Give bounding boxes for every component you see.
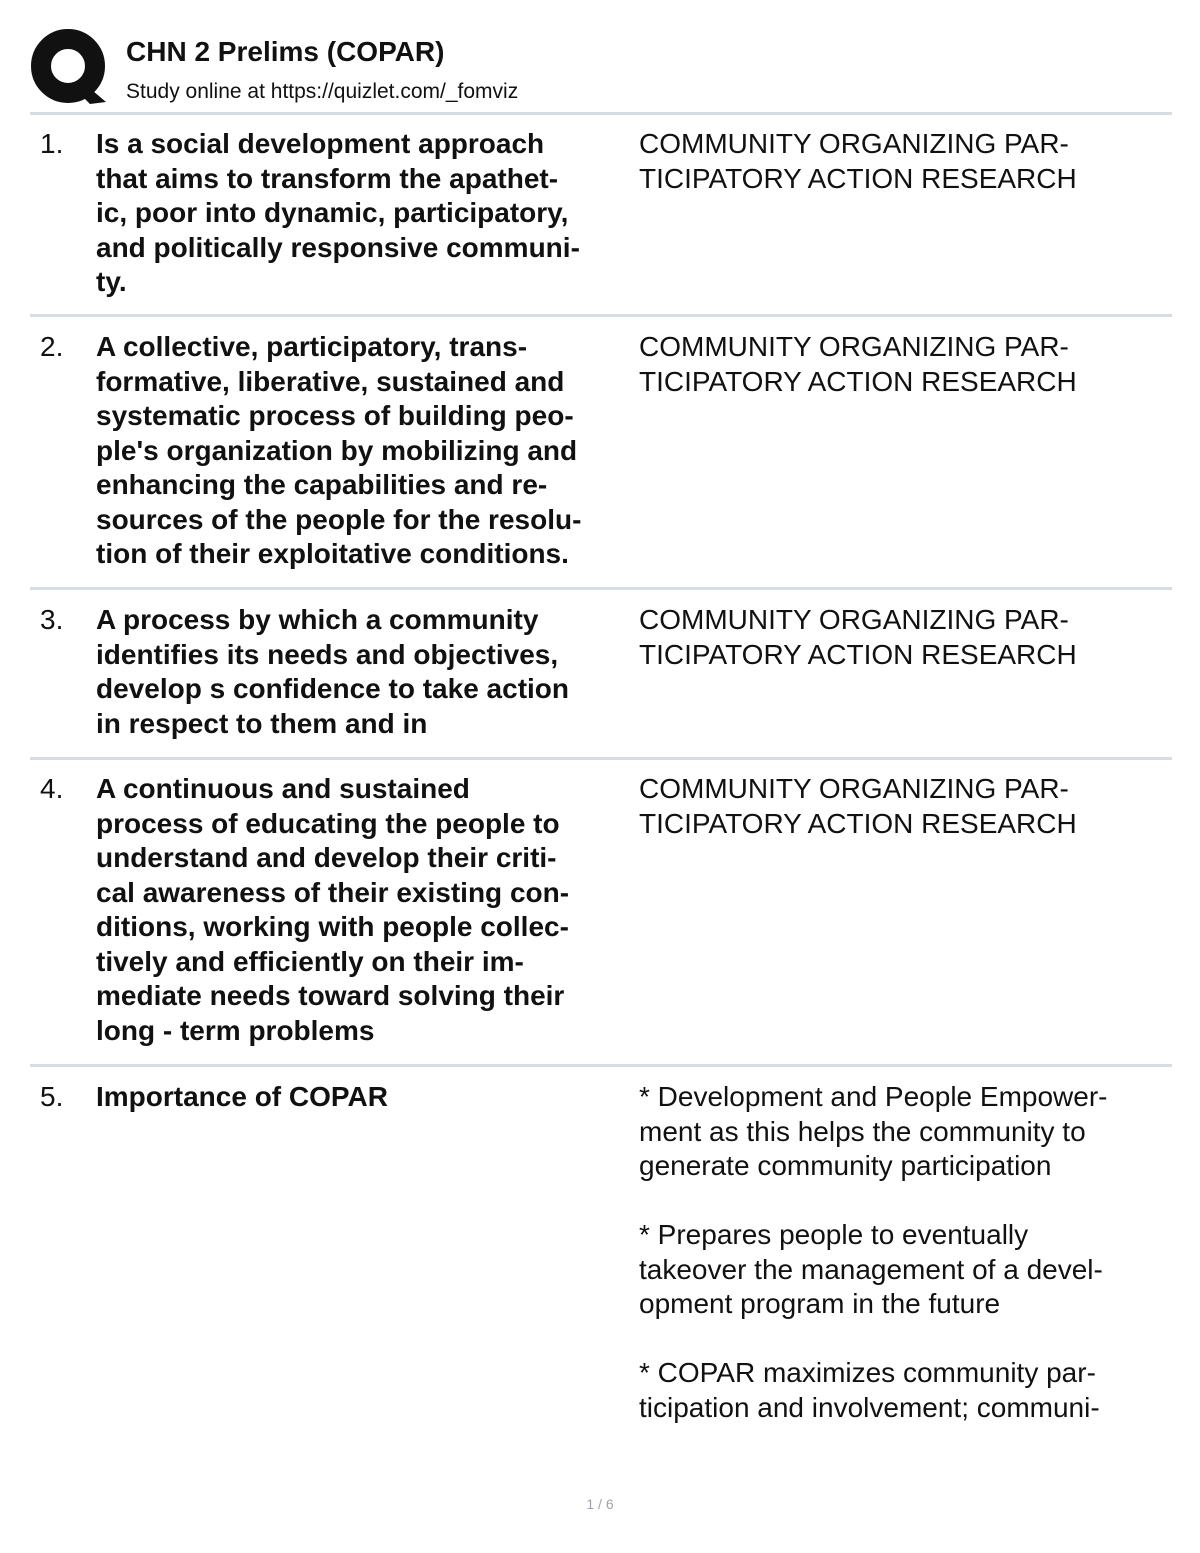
term-line: Is a social development approach: [96, 128, 545, 159]
term-line: formative, liberative, sustained and: [96, 365, 565, 397]
page-indicator: 1 / 6: [586, 1496, 614, 1512]
definition-line: * Development and People Empower-: [639, 1081, 1108, 1112]
definition-paragraph: [639, 1356, 1169, 1425]
definition-paragraph: [639, 1080, 1169, 1184]
term-line: cal awareness of their existing con-: [96, 876, 570, 908]
definition-line: ment as this helps the community to: [639, 1115, 1086, 1147]
term-line: ic, poor into dynamic, participatory,: [96, 197, 569, 228]
card-term: [96, 1080, 641, 1115]
definition-line: COMMUNITY ORGANIZING PAR-: [639, 604, 1069, 635]
quizlet-q-logo-icon: [30, 28, 108, 106]
term-line: and politically responsive communi-: [96, 231, 580, 263]
divider: [30, 314, 1172, 317]
term-line: process of educating the people to: [96, 807, 560, 839]
divider: [30, 112, 1172, 115]
definition-line: * COPAR maximizes community par-: [639, 1357, 1096, 1388]
definition-line: COMMUNITY ORGANIZING PAR-: [639, 773, 1069, 804]
page-header: [30, 28, 1172, 112]
definition-line: ticipation and involvement; communi-: [639, 1391, 1100, 1423]
card-term: [96, 603, 641, 741]
term-line: Importance of COPAR: [96, 1081, 388, 1112]
term-line: A process by which a community: [96, 604, 539, 635]
study-online-link-text: Study online at https://quizlet.com/_fomviz: [126, 80, 519, 103]
definition-line: COMMUNITY ORGANIZING PAR-: [639, 331, 1069, 362]
card-number: 3.: [40, 604, 64, 635]
definition-line: COMMUNITY ORGANIZING PAR-: [639, 128, 1069, 159]
definition-line: TICIPATORY ACTION RESEARCH: [639, 638, 1077, 670]
definition-line: TICIPATORY ACTION RESEARCH: [639, 807, 1077, 839]
term-line: develop s confidence to take action: [96, 673, 570, 704]
term-line: tively and efficiently on their im-: [96, 945, 524, 977]
term-line: in respect to them and in: [96, 707, 428, 739]
divider: [30, 757, 1172, 760]
term-line: systematic process of building peo-: [96, 400, 574, 431]
definition-line: TICIPATORY ACTION RESEARCH: [639, 162, 1077, 194]
definition-paragraph: [639, 1218, 1169, 1322]
divider: [30, 587, 1172, 590]
term-line: long - term problems: [96, 1014, 375, 1046]
term-line: sources of the people for the resolu-: [96, 503, 582, 535]
card-definition: [639, 127, 1169, 196]
card-number: 5.: [40, 1081, 64, 1112]
term-line: understand and develop their criti-: [96, 842, 557, 873]
definition-line: takeover the management of a devel-: [639, 1253, 1103, 1285]
card-number: 1.: [40, 128, 64, 159]
term-line: ty.: [96, 266, 127, 297]
definition-line: opment program in the future: [639, 1288, 1001, 1319]
page-title: CHN 2 Prelims (COPAR): [126, 36, 445, 67]
definition-line: generate community participation: [639, 1150, 1052, 1181]
card-number: 2.: [40, 331, 64, 362]
term-line: identifies its needs and objectives,: [96, 638, 559, 670]
divider: [30, 1064, 1172, 1067]
definition-line: * Prepares people to eventually: [639, 1219, 1029, 1250]
card-definition: [639, 330, 1169, 399]
card-number: 4.: [40, 773, 64, 804]
card-definition: [639, 772, 1169, 841]
card-term: [96, 772, 641, 1048]
term-line: that aims to transform the apathet-: [96, 162, 559, 194]
card-term: [96, 330, 641, 572]
term-line: enhancing the capabilities and re-: [96, 469, 548, 500]
card-definition: [639, 603, 1169, 672]
card-term: [96, 127, 641, 300]
term-line: tion of their exploitative conditions.: [96, 538, 569, 569]
definition-line: TICIPATORY ACTION RESEARCH: [639, 365, 1077, 397]
term-line: ditions, working with people collec-: [96, 911, 569, 942]
term-line: ple's organization by mobilizing and: [96, 434, 578, 466]
term-line: A collective, participatory, trans-: [96, 331, 528, 362]
card-definition: [639, 1080, 1169, 1460]
term-line: mediate needs toward solving their: [96, 980, 565, 1011]
term-line: A continuous and sustained: [96, 773, 470, 804]
